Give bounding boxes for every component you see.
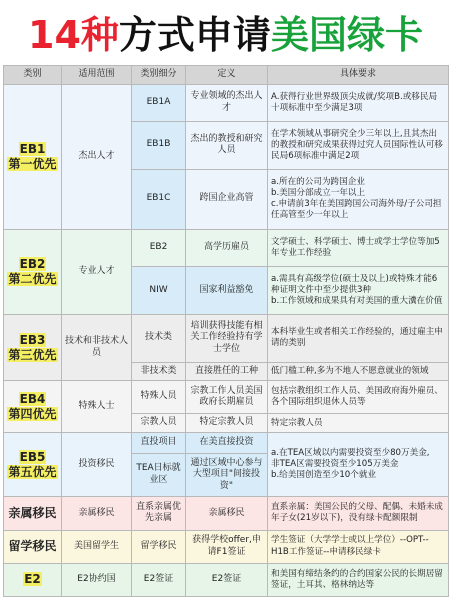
header-requirements: 具体要求 bbox=[268, 66, 449, 85]
req-eb4-religious: 特定宗教人员 bbox=[268, 414, 449, 433]
scope-eb4: 特殊人士 bbox=[62, 381, 132, 433]
category-eb4: EB4 第四优先 bbox=[4, 381, 62, 433]
def-eb3-skilled: 培训获得技能有相关工作经验持有学士学位 bbox=[186, 314, 268, 362]
sub-family: 直系亲属优先亲属 bbox=[132, 497, 186, 530]
page-title bbox=[0, 0, 451, 62]
title-part-2: 方式申请 bbox=[118, 12, 271, 57]
header-scope: 适用范围 bbox=[62, 66, 132, 85]
scope-eb2: 专业人才 bbox=[62, 229, 132, 314]
table-row bbox=[4, 229, 449, 266]
req-e2: 和美国有缔结条约的合约国家公民的长期居留签证，土耳其、格林纳达等 bbox=[268, 563, 449, 596]
sub-e2: E2签证 bbox=[132, 563, 186, 596]
category-e2: E2 bbox=[4, 563, 62, 596]
sub-eb1b: EB1B bbox=[132, 121, 186, 169]
header-subcategory: 类别细分 bbox=[132, 66, 186, 85]
table-row bbox=[4, 563, 449, 596]
category-eb3: EB3 第三优先 bbox=[4, 314, 62, 380]
table-row bbox=[4, 530, 449, 563]
sub-niw: NIW bbox=[132, 267, 186, 315]
req-niw: a.需具有高级学位(硕士及以上)或特殊才能6种证明文件中至少提供3种 b.工作领域和成果具有对美国的重大瀵在价值 bbox=[268, 267, 449, 315]
req-eb5: a.在TEA区域以内需要投资至少80万美金, 非TEA区需要投资至少105万美金 b.给美国创造至少10个就业 bbox=[268, 433, 449, 497]
req-eb1b: 在学术领域从事研究全少三年以上,且其杰出的教授和研究成果获得过究人员国际性认可移民局6项标准中满足2项 bbox=[268, 121, 449, 169]
def-eb4-religious: 特定宗教人员 bbox=[186, 414, 268, 433]
req-eb1a: A.获得行业世界级顶尖成就/奖项B.或移民局十项标准中至少满足3项 bbox=[268, 84, 449, 121]
category-eb5: EB5 第五优先 bbox=[4, 433, 62, 497]
sub-eb4-religious: 宗教人员 bbox=[132, 414, 186, 433]
sub-eb1a: EB1A bbox=[132, 84, 186, 121]
scope-e2: E2协约国 bbox=[62, 563, 132, 596]
def-eb1a: 专业领域的杰出人才 bbox=[186, 84, 268, 121]
sub-eb5-direct: 直投项目 bbox=[132, 433, 186, 454]
req-eb3-unskilled: 低门槛工种,多为不地人不愿意就业的领域 bbox=[268, 362, 449, 381]
category-student: 留学移民 bbox=[4, 530, 62, 563]
scope-eb1: 杰出人才 bbox=[62, 84, 132, 229]
def-eb3-unskilled: 直接胜任的工种 bbox=[186, 362, 268, 381]
category-eb1: EB1 第一优先 bbox=[4, 84, 62, 229]
def-eb5-tea: 通过区域中心参与大型项目"间接投资" bbox=[186, 453, 268, 497]
scope-family: 亲属移民 bbox=[62, 497, 132, 530]
sub-eb2: EB2 bbox=[132, 229, 186, 266]
sub-eb3-skilled: 技术类 bbox=[132, 314, 186, 362]
scope-eb3: 技术和非技术人员 bbox=[62, 314, 132, 380]
def-eb1b: 杰出的教授和研究人员 bbox=[186, 121, 268, 169]
def-e2: E2签证 bbox=[186, 563, 268, 596]
req-eb4-special: 包括宗教组织工作人员、美国政府海外雇员、各个国际组织退休人员等 bbox=[268, 381, 449, 414]
green-card-table bbox=[3, 65, 449, 597]
def-family: 亲属移民 bbox=[186, 497, 268, 530]
table-row bbox=[4, 497, 449, 530]
sub-eb3-unskilled: 非技术类 bbox=[132, 362, 186, 381]
table-row bbox=[4, 84, 449, 121]
sub-eb4-special: 特殊人员 bbox=[132, 381, 186, 414]
table-row bbox=[4, 381, 449, 414]
category-eb2: EB2 第二优先 bbox=[4, 229, 62, 314]
table-row bbox=[4, 314, 449, 362]
header-definition: 定义 bbox=[186, 66, 268, 85]
scope-student: 美国留学生 bbox=[62, 530, 132, 563]
table-row bbox=[4, 433, 449, 454]
def-student: 获得学校offer,申请F1签证 bbox=[186, 530, 268, 563]
sub-eb1c: EB1C bbox=[132, 169, 186, 229]
title-part-1: 14种 bbox=[28, 12, 119, 57]
sub-eb5-tea: TEA日标就业区 bbox=[132, 453, 186, 497]
req-eb1c: a.所在的公司为跨国企业 b.美国分部成立一年以上 c.申请前3年在美国跨国公司海外母/子公司担任高管至少一年以上 bbox=[268, 169, 449, 229]
header-row bbox=[4, 66, 449, 85]
req-student: 学生签证（大学学士或以上学位）--OPT--H1B工作签证--申请移民绿卡 bbox=[268, 530, 449, 563]
req-eb3-skilled: 本科毕业生或者相关工作经验的，通过雇主申请的类别 bbox=[268, 314, 449, 362]
title-part-3: 美国绿卡 bbox=[270, 12, 423, 57]
def-eb1c: 跨国企业高管 bbox=[186, 169, 268, 229]
req-family: 直系亲属：美国公民的父母、配偶、未婚未成年子女(21岁以下)，没有绿卡配额限制 bbox=[268, 497, 449, 530]
req-eb2: 文学硕士、科学硕士、博士或学士学位等加5年专业工作经验 bbox=[268, 229, 449, 266]
scope-eb5: 投资移民 bbox=[62, 433, 132, 497]
def-eb5-direct: 在美直接投资 bbox=[186, 433, 268, 454]
def-eb2: 高学历雇员 bbox=[186, 229, 268, 266]
def-eb4-special: 宗教工作人员美国政府长期雇员 bbox=[186, 381, 268, 414]
def-niw: 国家利益豁免 bbox=[186, 267, 268, 315]
category-family: 亲属移民 bbox=[4, 497, 62, 530]
header-category: 类别 bbox=[4, 66, 62, 85]
sub-student: 留学移民 bbox=[132, 530, 186, 563]
